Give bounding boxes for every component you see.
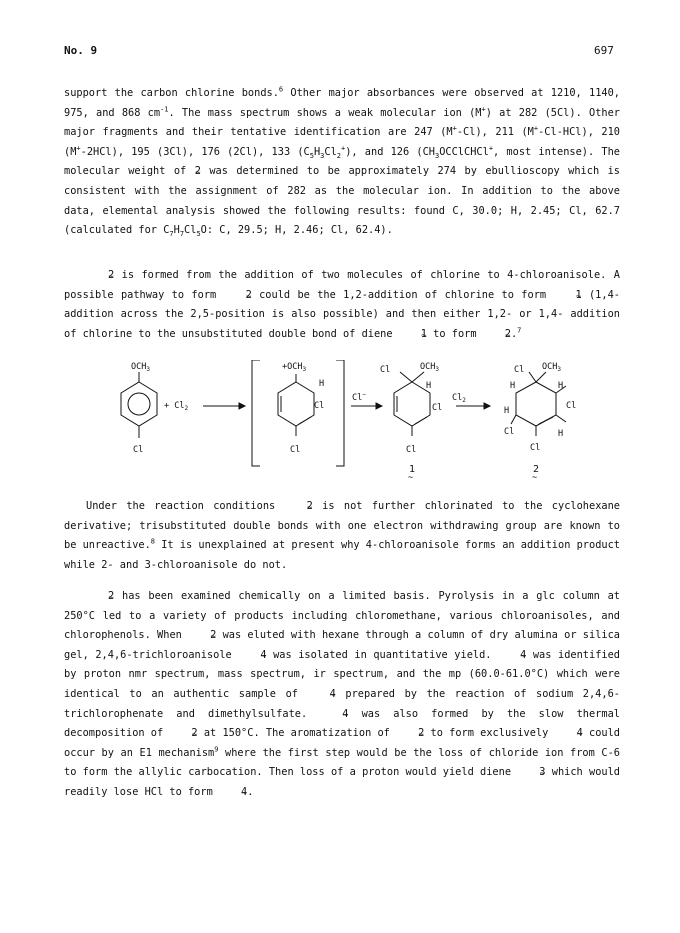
och3-label: $OCH_3$ <box>131 362 150 373</box>
och3-label: $OCH_3$ <box>542 362 561 373</box>
paragraph-chemical-examination: 2 ~ has been examined chemically on a limited basis. Pyrolysis in a glc column at 250°C led to a variety of products including chloromethane, various chloroanisoles, and chlorophenols. When 2 ~ was eluted with hexane through a column of dry alumina or silica gel, 2,4,6-trichloroanisole 4 ~ was isolated in quantitative yield. 4 ~ was identified by proton nmr spectrum, mass spectrum, ir spectrum, and the mp (60.0-61.0°C) which were identical to an authentic sample of 4 ~ prepared by the reaction of sodium 2,4,6-trichlorophenate and dimethylsulfate. 4 ~ was also formed by the slow thermal decomposition of 2 ~ at 150°C. The aromatization of 2 ~ to form exclusively 4 ~ could occur by an E1 mechanism$^9$ where the first step would be the loss of chloride ion from C-6 to form the allylic carbocation. Then loss of a proton would yield diene 3 ~ which would readily lose HCl to form 4 ~. <box>64 587 620 803</box>
plus-cl2: + $Cl_2$ <box>164 401 189 412</box>
compound-ref: 2 ~ <box>396 724 424 744</box>
h-label: H <box>510 381 516 391</box>
cl-label: Cl <box>406 445 417 455</box>
compound-ref: 1 ~ <box>399 325 427 345</box>
compound-ref: 4 ~ <box>219 783 247 803</box>
arrow-1 <box>203 403 245 409</box>
ref-6: 6 <box>278 85 284 94</box>
compound-ref: 2 ~ <box>483 325 511 345</box>
reaction-scheme <box>64 360 624 490</box>
compound-1-label: 1 <box>409 464 416 475</box>
paragraph-formation-pathway: 2 ~ is formed from the addition of two molecules of chlorine to 4-chloroanisole. A possible pathway to form 2 ~ could be the 1,2-addition of chlorine to form 1 ~ (1,4-addition across the 2,5-position is also possible) and then either 1,2- or 1,4- addition of chlorine to the unsubstituted double bond of diene 1 ~ to form 2 ~.$^7$ <box>64 266 620 344</box>
compound-ref: 3 ~ <box>517 763 545 783</box>
h-label: H <box>504 406 510 416</box>
compound-ref: 4 ~ <box>320 705 348 725</box>
cl2-label: $Cl_2$ <box>452 393 466 404</box>
cl-label: Cl <box>290 445 301 455</box>
compound-ref: 1 ~ <box>553 286 581 306</box>
cl-label: Cl <box>530 443 541 453</box>
ref-8: 8 <box>150 537 156 546</box>
compound-ref: 4 ~ <box>555 724 583 744</box>
compound-ref: 4 ~ <box>308 685 336 705</box>
compound-ref: 4 ~ <box>498 646 526 666</box>
cl-minus-label: Cl− <box>352 391 366 403</box>
ref-7: 7 <box>517 326 522 335</box>
h-label: H <box>426 381 432 391</box>
cl-label: Cl <box>504 427 515 437</box>
cl-label: Cl <box>566 401 577 411</box>
paragraph-ir-mass-spectrum: support the carbon chlorine bonds.$^6$ Other major absorbances were observed at 1210, 1140, 975, and 868 $cm^{-1}$. The mass spectrum shows a weak molecular ion (M+) at 282 (5Cl). Other major fragments and their tentative identification are 247 (M+-Cl), 211 (M+-Cl-HCl), 210 (M+-2HCl), 195 (3Cl), 176 (2Cl), 133 $(C_5H_3Cl_2^+)$, and 126 ($CH_3OCClCHCl^+$, most intense). The molecular weight of 2 ~ was determined to be approximately 274 by ebullioscopy which is consistent with the assignment of 282 as the molecular ion. In addition to the above data, elemental analysis showed the following results: found C, 30.0; H, 2.45; Cl, 62.7 (calculated for $C_7H_7Cl_5O$: C, 29.5; H, 2.46; Cl, 62.4). <box>64 84 620 241</box>
chloroanisole-structure <box>121 372 157 438</box>
page-number: 697 <box>594 44 614 57</box>
cl-label: Cl <box>514 365 525 375</box>
h-label: H <box>319 379 325 389</box>
compound-1-tilde: ~ <box>408 473 414 483</box>
arrow-2 <box>351 403 382 409</box>
cl-label: Cl <box>133 445 144 455</box>
journal-issue: No. 9 <box>64 44 98 57</box>
compound-2-tilde: ~ <box>532 473 538 483</box>
compound-2-label: 2 <box>533 464 540 475</box>
diene-1-structure <box>394 372 430 436</box>
h-label: H <box>558 381 564 391</box>
compound-ref: 2 ~ <box>169 724 197 744</box>
compound-ref: 2 ~ <box>86 266 114 286</box>
och3-label: $OCH_3$ <box>420 362 439 373</box>
compound-ref: 4 ~ <box>238 646 266 666</box>
cl-label: Cl <box>314 401 325 411</box>
compound-ref: 2 ~ <box>285 497 313 517</box>
paragraph-reaction-conditions: Under the reaction conditions 2 ~ is not further chlorinated to the cyclohexane derivative; trisubstituted double bonds with one electron withdrawing group are known to be unreactive.$^8$ It is unexplained at present why 4-chloroanisole forms an addition product while 2- and 3-chloroanisole do not. <box>64 497 620 575</box>
h-label: H <box>558 429 564 439</box>
compound-ref: 2 ~ <box>224 286 252 306</box>
ref-9: 9 <box>214 745 219 754</box>
arrow-3 <box>456 403 490 409</box>
compound-ref: 2 ~ <box>86 587 114 607</box>
compound-ref: 2 ~ <box>195 162 201 182</box>
och3-plus-label: $+OCH_3$ <box>282 362 307 373</box>
cl-label: Cl <box>432 403 443 413</box>
cl-label: Cl <box>380 365 391 375</box>
compound-ref: 2 ~ <box>188 626 216 646</box>
